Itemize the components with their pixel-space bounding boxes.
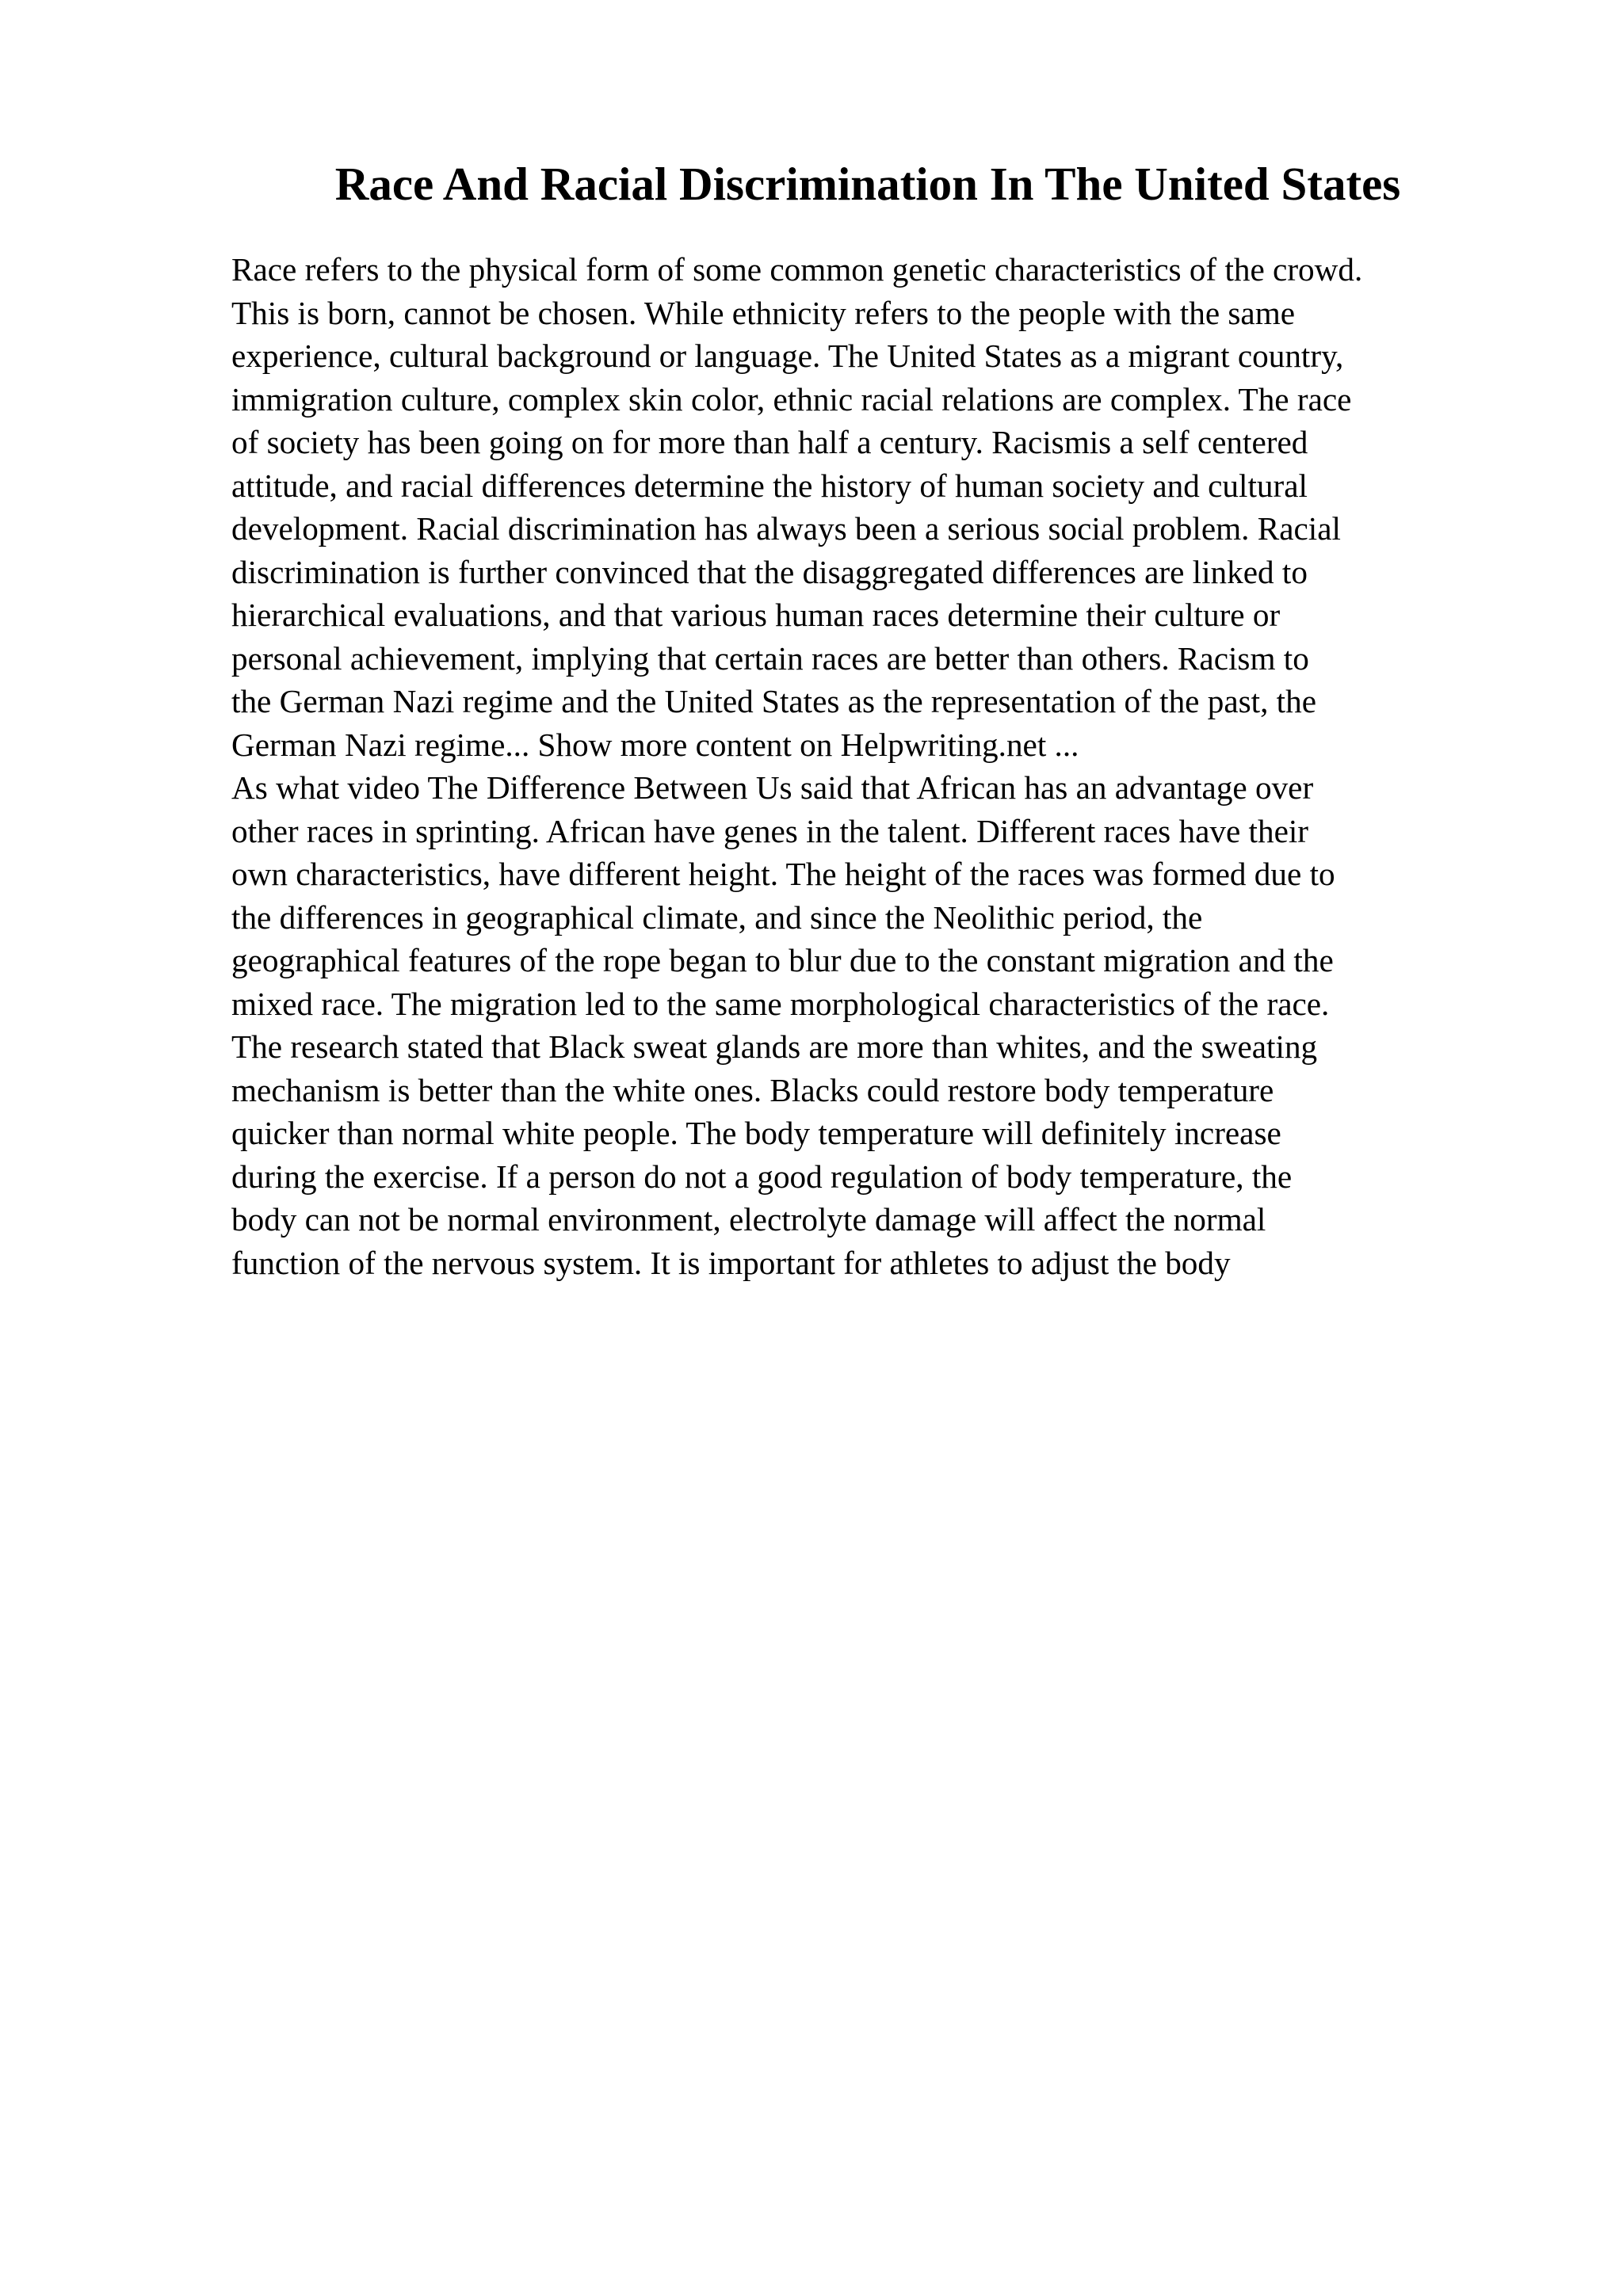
body-line: the differences in geographical climate, and since the Neolithic period, the bbox=[231, 898, 1203, 936]
body-line: immigration culture, complex skin color, ethnic racial relations are complex. The race bbox=[231, 380, 1352, 418]
body-line: This is born, cannot be chosen. While ethnicity refers to the people with the same bbox=[231, 294, 1296, 331]
body-line: Race refers to the physical form of some common genetic characteristics of the crowd. bbox=[231, 251, 1363, 288]
body-line: of society has been going on for more than half a century. Racismis a self centered bbox=[231, 424, 1308, 460]
body-line: personal achievement, implying that certain races are better than others. Racism to bbox=[231, 639, 1309, 677]
body-line: development. Racial discrimination has always been a serious social problem. Racial bbox=[231, 510, 1341, 547]
body-line: discrimination is further convinced that the disaggregated differences are linked to bbox=[231, 553, 1308, 590]
body-line: attitude, and racial differences determine the history of human society and cultural bbox=[231, 467, 1308, 504]
document-title: Race And Racial Discrimination In The United States bbox=[334, 158, 1401, 210]
body-line: hierarchical evaluations, and that various human races determine their culture or bbox=[231, 597, 1281, 633]
body-line: German Nazi regime... Show more content on Helpwriting.net ... bbox=[231, 726, 1079, 763]
body-line: mechanism is better than the white ones. Blacks could restore body temperature bbox=[231, 1071, 1274, 1108]
body-line: during the exercise. If a person do not a good regulation of body temperature, the bbox=[231, 1158, 1293, 1195]
body-line: geographical features of the rope began to blur due to the constant migration and the bbox=[231, 942, 1334, 978]
body-line: body can not be normal environment, electrolyte damage will affect the normal bbox=[231, 1201, 1266, 1238]
body-line: function of the nervous system. It is important for athletes to adjust the body bbox=[231, 1244, 1231, 1281]
body-line: the German Nazi regime and the United States as the representation of the past, the bbox=[231, 683, 1317, 719]
body-line: own characteristics, have different height. The height of the races was formed due to bbox=[231, 856, 1335, 892]
document-body bbox=[231, 248, 1491, 1284]
body-line: As what video The Difference Between Us said that African has an advantage over bbox=[231, 769, 1314, 806]
body-line: experience, cultural background or language. The United States as a migrant country, bbox=[231, 338, 1344, 374]
body-line: mixed race. The migration led to the same morphological characteristics of the race. bbox=[231, 985, 1330, 1022]
body-line: other races in sprinting. African have genes in the talent. Different races have their bbox=[231, 812, 1309, 849]
body-line: quicker than normal white people. The body temperature will definitely increase bbox=[231, 1115, 1281, 1151]
body-line: The research stated that Black sweat glands are more than whites, and the sweating bbox=[231, 1028, 1318, 1065]
